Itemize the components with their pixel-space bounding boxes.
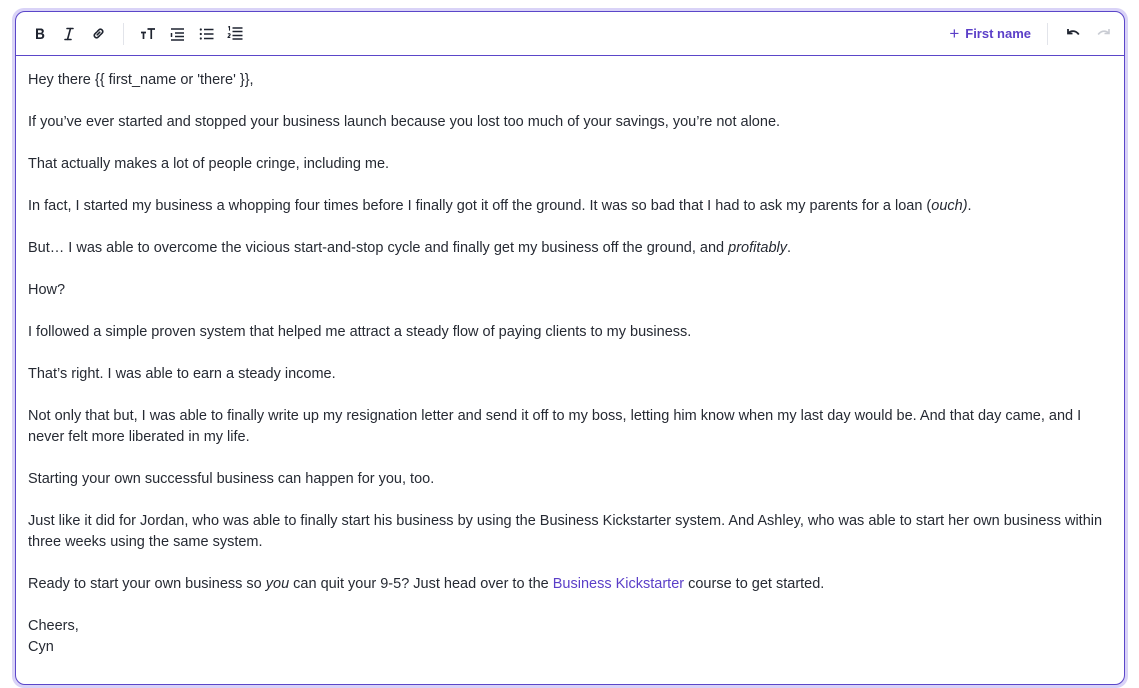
- italic-text: ouch): [931, 198, 968, 214]
- business-kickstarter-link[interactable]: Business Kickstarter: [552, 576, 685, 592]
- body-paragraph: How?: [28, 282, 66, 298]
- signature: Cyn: [28, 639, 54, 655]
- signoff: Cheers,: [28, 618, 79, 634]
- body-paragraph: I followed a simple proven system that helped me attract a steady flow of paying clients to my business.: [28, 324, 692, 340]
- email-editor-focus-ring: [12, 8, 1128, 688]
- insert-first-name-button[interactable]: [949, 25, 1031, 42]
- link-button[interactable]: [86, 22, 110, 46]
- undo-icon: [1066, 27, 1081, 40]
- italic-button[interactable]: [57, 22, 81, 46]
- body-paragraph: That’s right. I was able to earn a steady income.: [28, 366, 336, 382]
- insert-first-name-label: First name: [965, 26, 1031, 41]
- redo-icon: [1096, 27, 1111, 40]
- indent-button[interactable]: [165, 22, 189, 46]
- italic-text: you: [265, 576, 290, 592]
- body-paragraph: But… I was able to overcome the vicious start-and-stop cycle and finally get my business off the ground, and profitably.: [28, 240, 792, 256]
- numbered-list-icon: [227, 26, 243, 41]
- body-paragraph: Just like it did for Jordan, who was able to finally start his business by using the Business Kickstarter system. And Ashley, who was able to start her own business within three weeks using the same system.: [28, 513, 1103, 550]
- text-size-button[interactable]: [136, 22, 160, 46]
- body-paragraph: In fact, I started my business a whopping four times before I finally got it off the ground. It was so bad that I had to ask my parents for a loan (ouch).: [28, 198, 972, 214]
- redo-button[interactable]: [1092, 23, 1114, 45]
- body-paragraph: That actually makes a lot of people cringe, including me.: [28, 156, 390, 172]
- bold-button[interactable]: [28, 22, 52, 46]
- plus-icon: +: [949, 24, 960, 43]
- undo-button[interactable]: [1062, 23, 1084, 45]
- email-body-editor[interactable]: [16, 56, 1124, 658]
- body-paragraph: Starting your own successful business can happen for you, too.: [28, 471, 435, 487]
- bold-icon: [33, 27, 47, 41]
- link-icon: [91, 26, 106, 41]
- toolbar-divider-right: [1047, 23, 1048, 45]
- indent-icon: [170, 27, 185, 41]
- greeting-paragraph: Hey there {{ first_name or 'there' }},: [28, 72, 254, 88]
- text-size-icon: [140, 27, 156, 41]
- body-paragraph: Not only that but, I was able to finally write up my resignation letter and send it off to my boss, letting him know when my last day would be. And that day came, and I never felt more liberated in my life.: [28, 408, 1082, 445]
- body-paragraph: If you’ve ever started and stopped your business launch because you lost too much of your savings, you’re not alone.: [28, 114, 781, 130]
- italic-text: profitably: [728, 240, 787, 256]
- body-paragraph: Ready to start your own business so you can quit your 9-5? Just head over to the Business Kickstarter course to get started.: [28, 576, 825, 592]
- bullet-list-button[interactable]: [194, 22, 218, 46]
- italic-icon: [62, 27, 76, 41]
- email-editor: [15, 11, 1125, 685]
- numbered-list-button[interactable]: [223, 22, 247, 46]
- toolbar-divider: [123, 23, 124, 45]
- bullet-list-icon: [199, 27, 214, 41]
- editor-toolbar: [16, 12, 1124, 56]
